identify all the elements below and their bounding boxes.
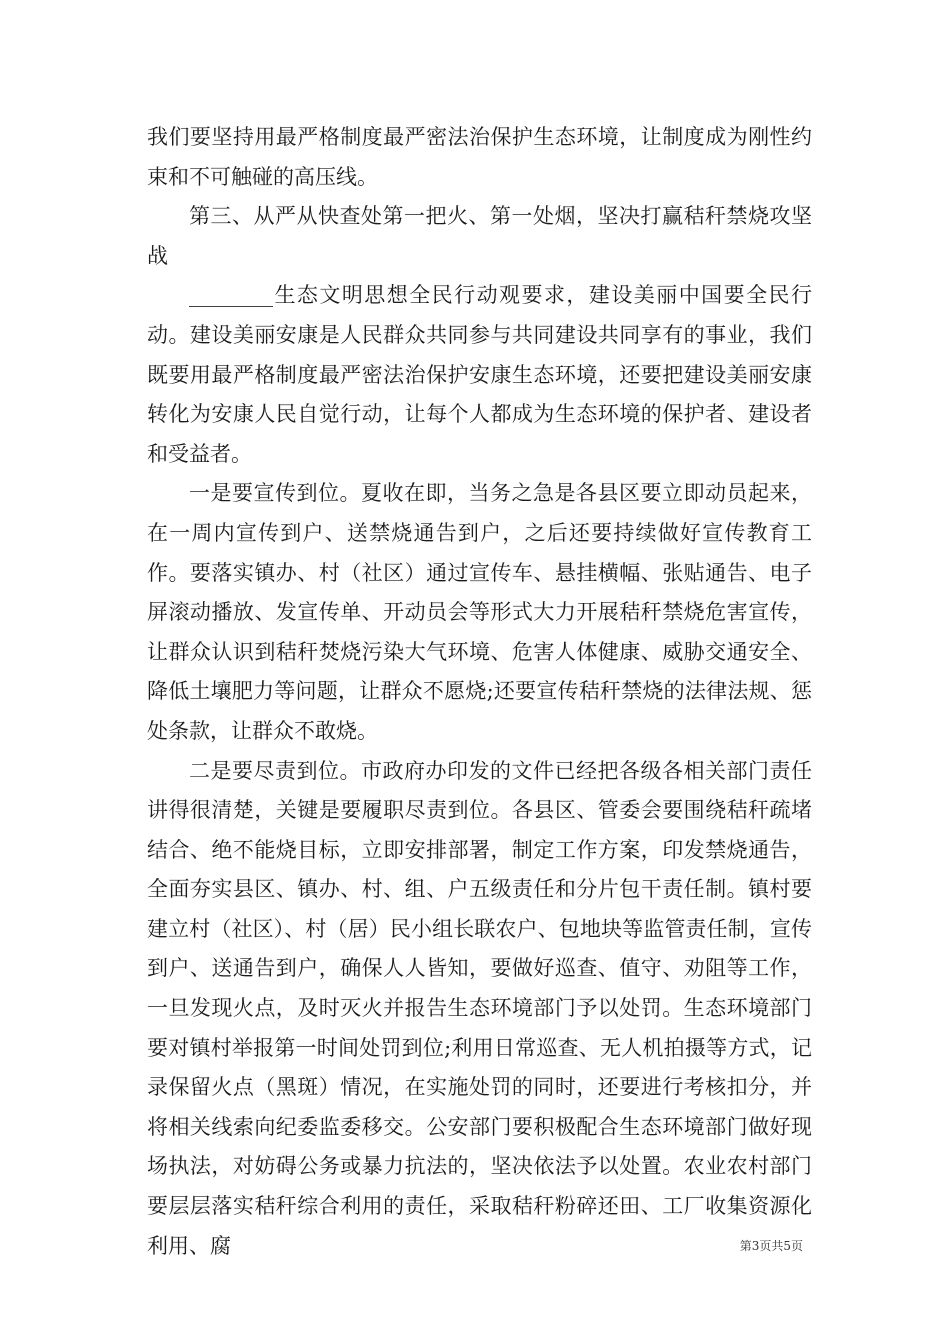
section-heading: 第三、从严从快查处第一把火、第一处烟，坚决打赢秸秆禁烧攻坚战 <box>147 204 812 268</box>
paragraph-publicity: 一是要宣传到位。夏收在即，当务之急是各县区要立即动员起来，在一周内宣传到户、送禁烧通告到户，之后还要持续做好宣传教育工作。要落实镇办、村（社区）通过宣传车、悬挂横幅、张贴通告、电子屏滚动播放、发宣传单、开动员会等形式大力开展秸秆禁烧危害宣传，让群众认识到秸秆焚烧污染大气环境、危害人体健康、威胁交通安全、降低土壤肥力等问题，让群众不愿烧;还要宣传秸秆禁烧的法律法规、惩处条款，让群众不敢烧。 <box>147 481 812 743</box>
paragraph-intro: ________生态文明思想全民行动观要求，建设美丽中国要全民行动。建设美丽安康是人民群众共同参与共同建设共同享有的事业，我们既要用最严格制度最严密法治保护安康生态环境，还要把建设美丽安康转化为安康人民自觉行动，让每个人都成为生态环境的保护者、建设者和受益者。 <box>147 283 812 466</box>
page-number: 第3页共5页 <box>739 1239 803 1253</box>
paragraph-responsibility: 二是要尽责到位。市政府办印发的文件已经把各级各相关部门责任讲得很清楚，关键是要履职尽责到位。各县区、管委会要围绕秸秆疏堵结合、绝不能烧目标，立即安排部署，制定工作方案，印发禁烧通告，全面夯实县区、镇办、村、组、户五级责任和分片包干责任制。镇村要建立村（社区）、村（居）民小组长联农户、包地块等监管责任制，宣传到户、送通告到户，确保人人皆知，要做好巡查、值守、劝阻等工作，一旦发现火点，及时灭火并报告生态环境部门予以处罚。生态环境部门要对镇村举报第一时间处罚到位;利用日常巡查、无人机拍摄等方式，记录保留火点（黑斑）情况，在实施处罚的同时，还要进行考核扣分，并将相关线索向纪委监委移交。公安部门要积极配合生态环境部门做好现场执法，对妨碍公务或暴力抗法的，坚决依法予以处置。农业农村部门要层层落实秸秆综合利用的责任，采取秸秆粉碎还田、工厂收集资源化利用、腐 <box>147 758 812 1258</box>
document-body <box>147 118 812 1266</box>
paragraph-continuation: 我们要坚持用最严格制度最严密法治保护生态环境，让制度成为刚性约束和不可触碰的高压线。 <box>147 125 812 189</box>
